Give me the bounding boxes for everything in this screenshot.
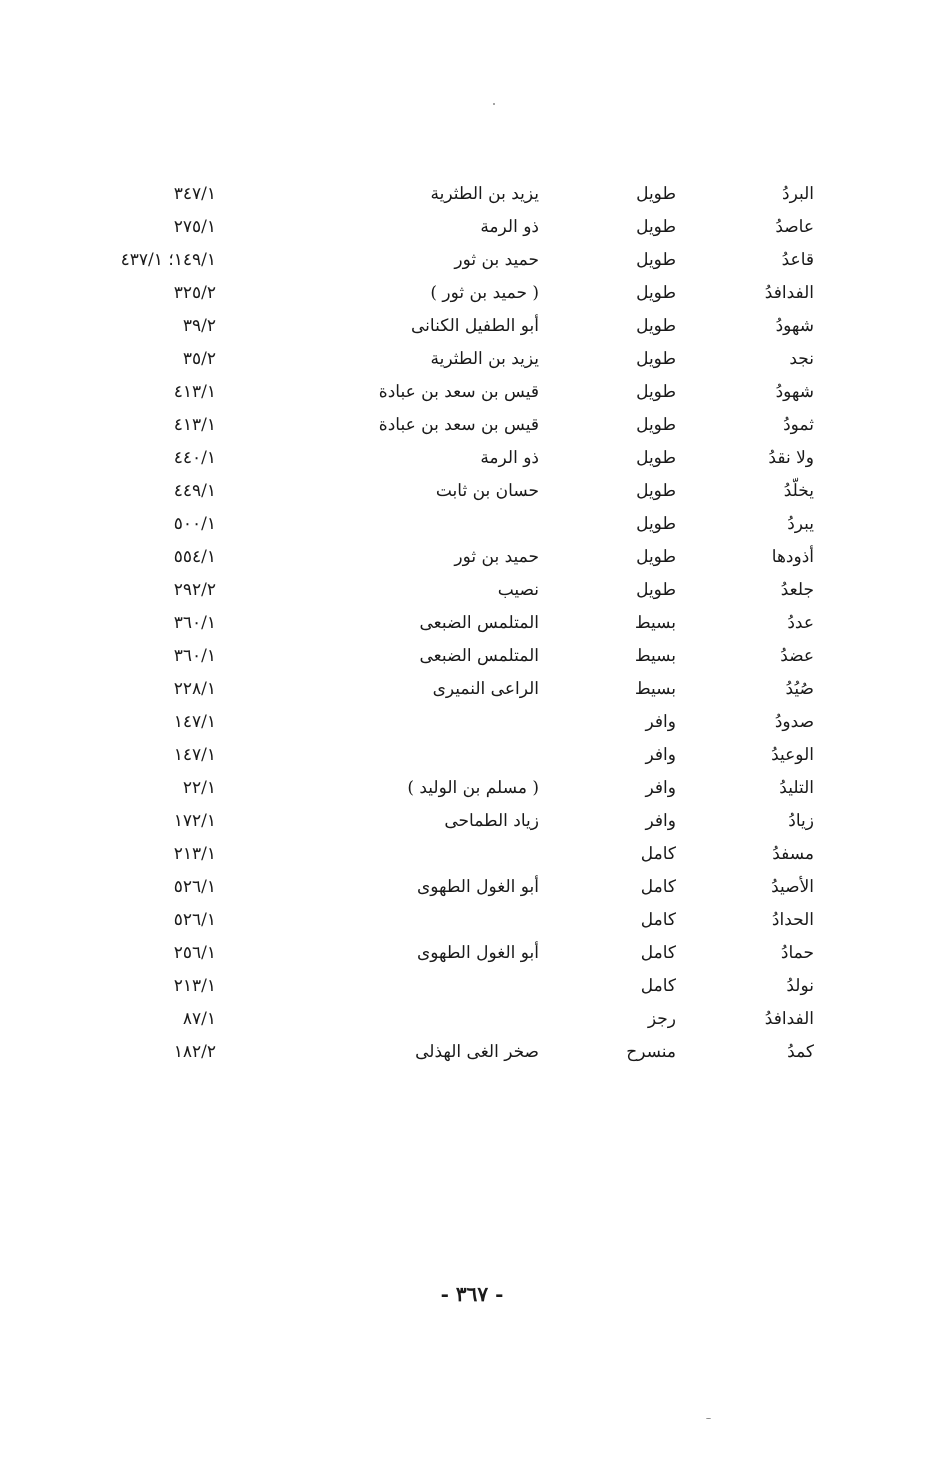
volume-page-reference: ٨٧/١ bbox=[182, 1009, 216, 1029]
volume-page-reference: ٢١٣/١ bbox=[173, 844, 216, 864]
rhyme-word: الفدافدُ bbox=[764, 1009, 814, 1029]
poet-name: المتلمس الضبعى bbox=[419, 646, 539, 666]
meter: طويل bbox=[636, 415, 676, 435]
volume-page-reference: ٢٢٨/١ bbox=[173, 679, 216, 699]
table-row bbox=[0, 673, 944, 706]
poet-name: حسان بن ثابت bbox=[435, 481, 539, 501]
rhyme-word: الأصيدُ bbox=[771, 877, 814, 897]
volume-page-reference: ١٧٢/١ bbox=[173, 811, 216, 831]
meter: طويل bbox=[636, 580, 676, 600]
meter: كامل bbox=[640, 844, 676, 864]
rhyme-word: ثمودُ bbox=[783, 415, 814, 435]
rhyme-word: يخلّدُ bbox=[783, 481, 814, 501]
volume-page-reference: ١٤٧/١ bbox=[173, 745, 216, 765]
meter: وافر bbox=[645, 778, 676, 798]
rhyme-word: صدودُ bbox=[774, 712, 814, 732]
table-row bbox=[0, 838, 944, 871]
poet-name: أبو الغول الطهوى bbox=[416, 943, 539, 963]
meter: طويل bbox=[636, 349, 676, 369]
poet-name: صخر الغى الهذلى bbox=[415, 1042, 539, 1062]
poet-name: المتلمس الضبعى bbox=[419, 613, 539, 633]
volume-page-reference: ١٨٢/٢ bbox=[173, 1042, 216, 1062]
table-row bbox=[0, 1003, 944, 1036]
poet-name: ذو الرمة bbox=[480, 448, 539, 468]
poet-name: ( مسلم بن الوليد ) bbox=[407, 778, 539, 798]
rhyme-word: جلعدُ bbox=[780, 580, 814, 600]
meter: بسيط bbox=[634, 679, 676, 699]
table-row bbox=[0, 640, 944, 673]
volume-page-reference: ٣٤٧/١ bbox=[173, 184, 216, 204]
verse-index-table bbox=[0, 178, 944, 1069]
meter: طويل bbox=[636, 250, 676, 270]
volume-page-reference: ٤١٣/١ bbox=[173, 382, 216, 402]
meter: كامل bbox=[640, 943, 676, 963]
meter: بسيط bbox=[634, 646, 676, 666]
volume-page-reference: ٣٢٥/٢ bbox=[173, 283, 216, 303]
table-row bbox=[0, 1036, 944, 1069]
rhyme-word: صُيُدُ bbox=[785, 679, 814, 699]
table-row bbox=[0, 970, 944, 1003]
volume-page-reference: ٢٢/١ bbox=[182, 778, 216, 798]
meter: طويل bbox=[636, 448, 676, 468]
volume-page-reference: ٤٤٠/١ bbox=[173, 448, 216, 468]
table-row bbox=[0, 805, 944, 838]
rhyme-word: البردُ bbox=[782, 184, 814, 204]
rhyme-word: شهودُ bbox=[775, 382, 814, 402]
poet-name: أبو الطفيل الكنانى bbox=[411, 316, 539, 336]
poet-name: ( حميد بن ثور ) bbox=[430, 283, 539, 303]
table-row bbox=[0, 739, 944, 772]
meter: طويل bbox=[636, 481, 676, 501]
rhyme-word: الحدادُ bbox=[771, 910, 814, 930]
volume-page-reference: ٣٦٠/١ bbox=[173, 613, 216, 633]
table-row bbox=[0, 442, 944, 475]
meter: طويل bbox=[636, 217, 676, 237]
table-row bbox=[0, 871, 944, 904]
rhyme-word: حمادُ bbox=[780, 943, 814, 963]
rhyme-word: أذودها bbox=[771, 547, 814, 567]
meter: رجز bbox=[647, 1009, 676, 1029]
rhyme-word: زيادُ bbox=[788, 811, 814, 831]
table-row bbox=[0, 937, 944, 970]
table-row bbox=[0, 607, 944, 640]
volume-page-reference: ٢١٣/١ bbox=[173, 976, 216, 996]
volume-page-reference: ١٤٧/١ bbox=[173, 712, 216, 732]
volume-page-reference: ٢٧٥/١ bbox=[173, 217, 216, 237]
table-row bbox=[0, 310, 944, 343]
poet-name: يزيد بن الطثرية bbox=[430, 184, 539, 204]
poet-name: الراعى النميرى bbox=[432, 679, 539, 699]
table-row bbox=[0, 772, 944, 805]
table-row bbox=[0, 904, 944, 937]
meter: وافر bbox=[645, 811, 676, 831]
meter: كامل bbox=[640, 910, 676, 930]
meter: طويل bbox=[636, 514, 676, 534]
rhyme-word: يبردُ bbox=[787, 514, 814, 534]
rhyme-word: التليدُ bbox=[779, 778, 814, 798]
meter: بسيط bbox=[634, 613, 676, 633]
table-row bbox=[0, 343, 944, 376]
rhyme-word: كمدُ bbox=[787, 1042, 814, 1062]
poet-name: زياد الطماحى bbox=[444, 811, 539, 831]
page-number: - ٣٦٧ - bbox=[440, 1282, 504, 1306]
rhyme-word: قاعدُ bbox=[781, 250, 814, 270]
rhyme-word: الوعيدُ bbox=[771, 745, 814, 765]
volume-page-reference: ٥٢٦/١ bbox=[173, 877, 216, 897]
rhyme-word: ولا نقدُ bbox=[768, 448, 814, 468]
meter: وافر bbox=[645, 745, 676, 765]
meter: طويل bbox=[636, 184, 676, 204]
volume-page-reference: ٢٩٢/٢ bbox=[173, 580, 216, 600]
table-row bbox=[0, 211, 944, 244]
volume-page-reference: ٣٥/٢ bbox=[182, 349, 216, 369]
poet-name: حميد بن ثور bbox=[454, 547, 539, 567]
scan-speck bbox=[706, 1418, 711, 1419]
meter: طويل bbox=[636, 382, 676, 402]
rhyme-word: نولدُ bbox=[786, 976, 814, 996]
table-row bbox=[0, 541, 944, 574]
volume-page-reference: ٥٢٦/١ bbox=[173, 910, 216, 930]
volume-page-reference: ٤١٣/١ bbox=[173, 415, 216, 435]
rhyme-word: مسفدُ bbox=[772, 844, 814, 864]
poet-name: أبو الغول الطهوى bbox=[416, 877, 539, 897]
rhyme-word: شهودُ bbox=[775, 316, 814, 336]
poet-name: نصيب bbox=[497, 580, 539, 600]
poet-name: قيس بن سعد بن عبادة bbox=[378, 382, 539, 402]
volume-page-reference: ٣٦٠/١ bbox=[173, 646, 216, 666]
volume-page-reference: ٤٤٩/١ bbox=[173, 481, 216, 501]
meter: كامل bbox=[640, 976, 676, 996]
meter: وافر bbox=[645, 712, 676, 732]
rhyme-word: عددُ bbox=[787, 613, 814, 633]
meter: منسرح bbox=[626, 1042, 676, 1062]
meter: طويل bbox=[636, 316, 676, 336]
volume-page-reference: ٢٥٦/١ bbox=[173, 943, 216, 963]
poet-name: قيس بن سعد بن عبادة bbox=[378, 415, 539, 435]
table-row bbox=[0, 376, 944, 409]
volume-page-reference: ١٤٩/١؛ ٤٣٧/١ bbox=[120, 250, 216, 270]
volume-page-reference: ٣٩/٢ bbox=[182, 316, 216, 336]
table-row bbox=[0, 706, 944, 739]
table-row bbox=[0, 475, 944, 508]
meter: كامل bbox=[640, 877, 676, 897]
table-row bbox=[0, 574, 944, 607]
volume-page-reference: ٥٠٠/١ bbox=[173, 514, 216, 534]
table-row bbox=[0, 277, 944, 310]
scan-speck bbox=[493, 103, 495, 105]
rhyme-word: عضدُ bbox=[780, 646, 814, 666]
table-row bbox=[0, 409, 944, 442]
poet-name: يزيد بن الطثرية bbox=[430, 349, 539, 369]
meter: طويل bbox=[636, 283, 676, 303]
volume-page-reference: ٥٥٤/١ bbox=[173, 547, 216, 567]
table-row bbox=[0, 178, 944, 211]
poet-name: ذو الرمة bbox=[480, 217, 539, 237]
rhyme-word: نجد bbox=[789, 349, 814, 369]
poet-name: حميد بن ثور bbox=[454, 250, 539, 270]
rhyme-word: عاصدُ bbox=[775, 217, 814, 237]
meter: طويل bbox=[636, 547, 676, 567]
rhyme-word: الفدافدُ bbox=[764, 283, 814, 303]
table-row bbox=[0, 508, 944, 541]
table-row bbox=[0, 244, 944, 277]
